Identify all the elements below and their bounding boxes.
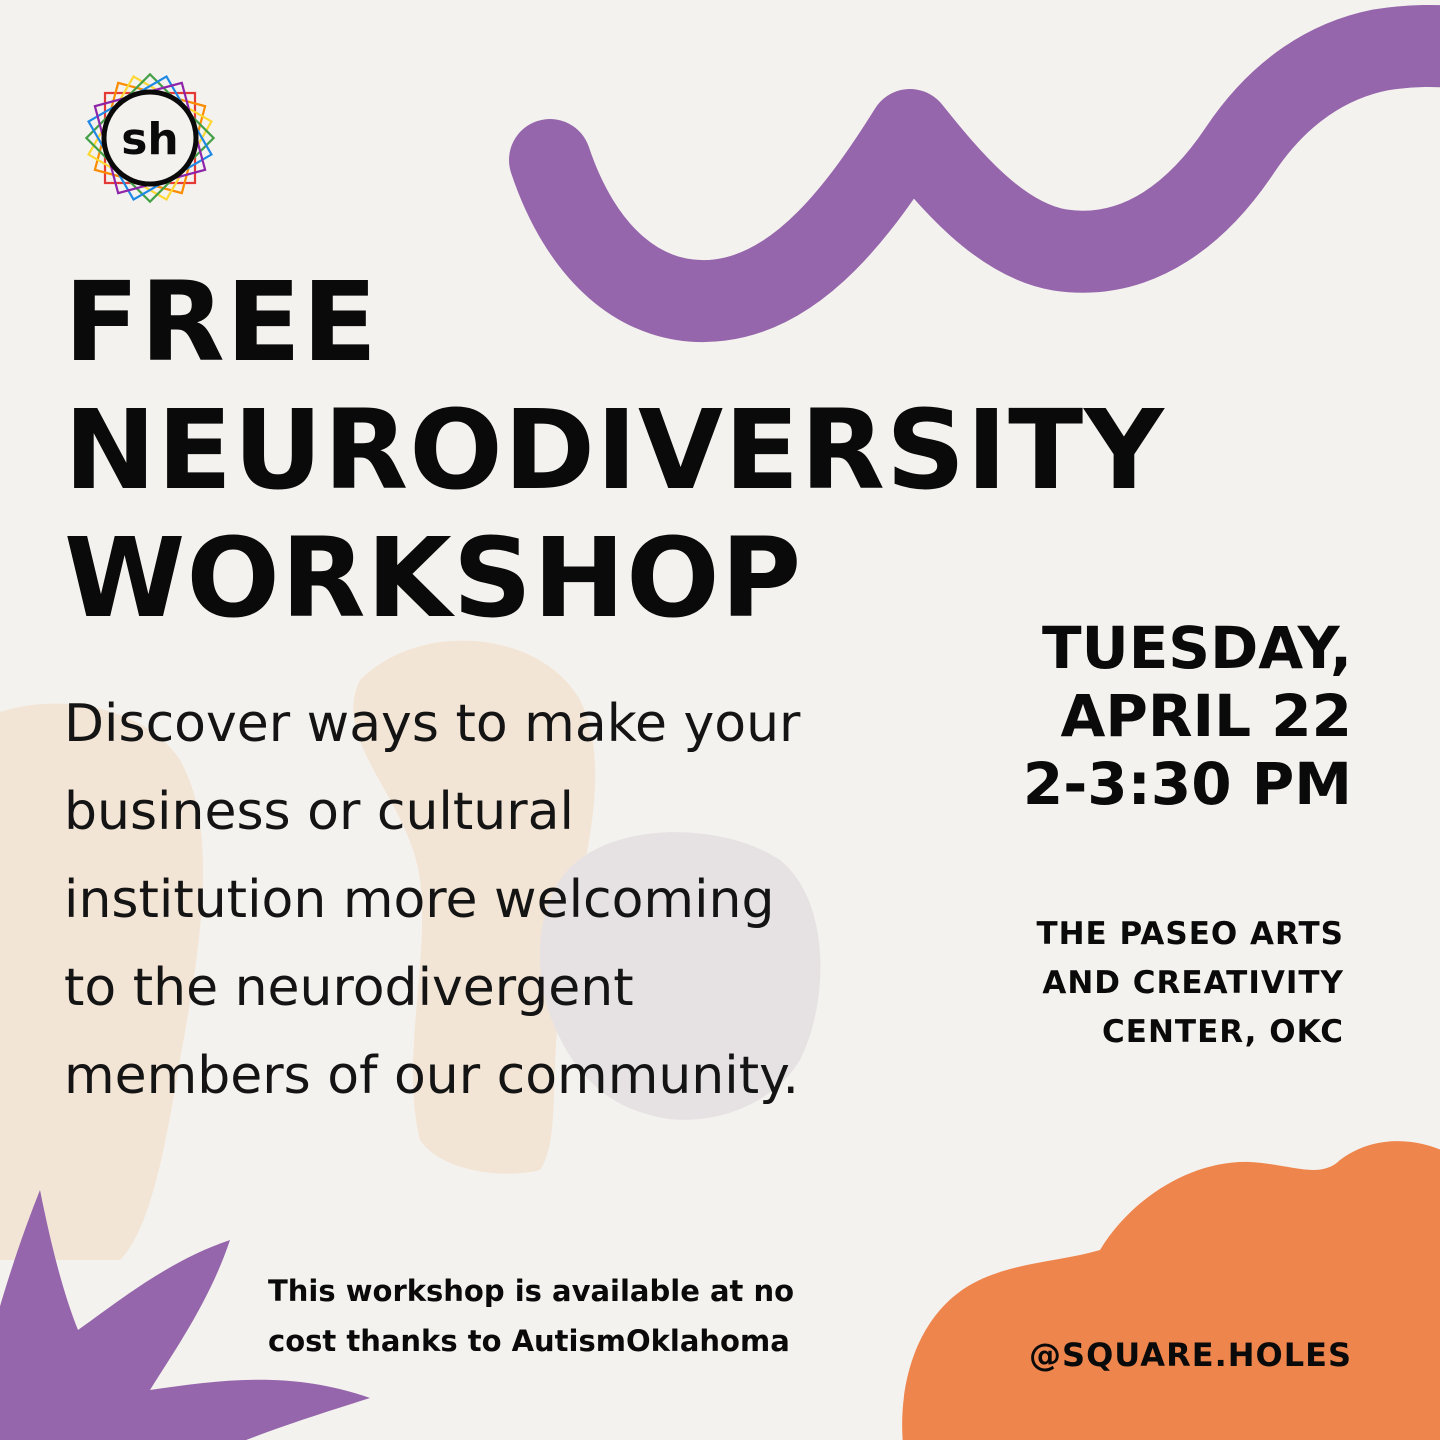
- description: [64, 680, 924, 1120]
- orange-cloud-shape: [902, 1141, 1440, 1440]
- description-line: members of our community.: [64, 1046, 799, 1106]
- event-time: 2-3:30 PM: [1022, 750, 1352, 818]
- description-line: business or cultural: [64, 782, 574, 842]
- rainbow-star-logo-icon: [78, 66, 222, 210]
- event-date: APRIL 22: [1060, 682, 1352, 750]
- headline-line: NEURODIVERSITY: [64, 386, 1165, 514]
- venue-line: AND CREATIVITY: [1042, 965, 1344, 1001]
- sponsor-note-line: This workshop is available at no: [268, 1274, 795, 1308]
- logo-letters: sh: [121, 114, 179, 165]
- social-handle: @SQUARE.HOLES: [1029, 1336, 1352, 1374]
- headline: [64, 258, 1264, 642]
- logo: [78, 66, 222, 210]
- sponsor-note: [268, 1266, 794, 1366]
- event-datetime: [1023, 614, 1352, 818]
- venue-line: THE PASEO ARTS: [1036, 916, 1344, 952]
- description-line: to the neurodivergent: [64, 958, 634, 1018]
- event-day: TUESDAY,: [1042, 614, 1352, 682]
- description-line: institution more welcoming: [64, 870, 775, 930]
- headline-line: WORKSHOP: [64, 514, 803, 642]
- venue-line: CENTER, OKC: [1102, 1014, 1344, 1050]
- event-venue: [1036, 910, 1344, 1057]
- headline-line: FREE: [64, 258, 379, 386]
- description-line: Discover ways to make your: [64, 694, 801, 754]
- sponsor-note-line: cost thanks to AutismOklahoma: [268, 1324, 790, 1358]
